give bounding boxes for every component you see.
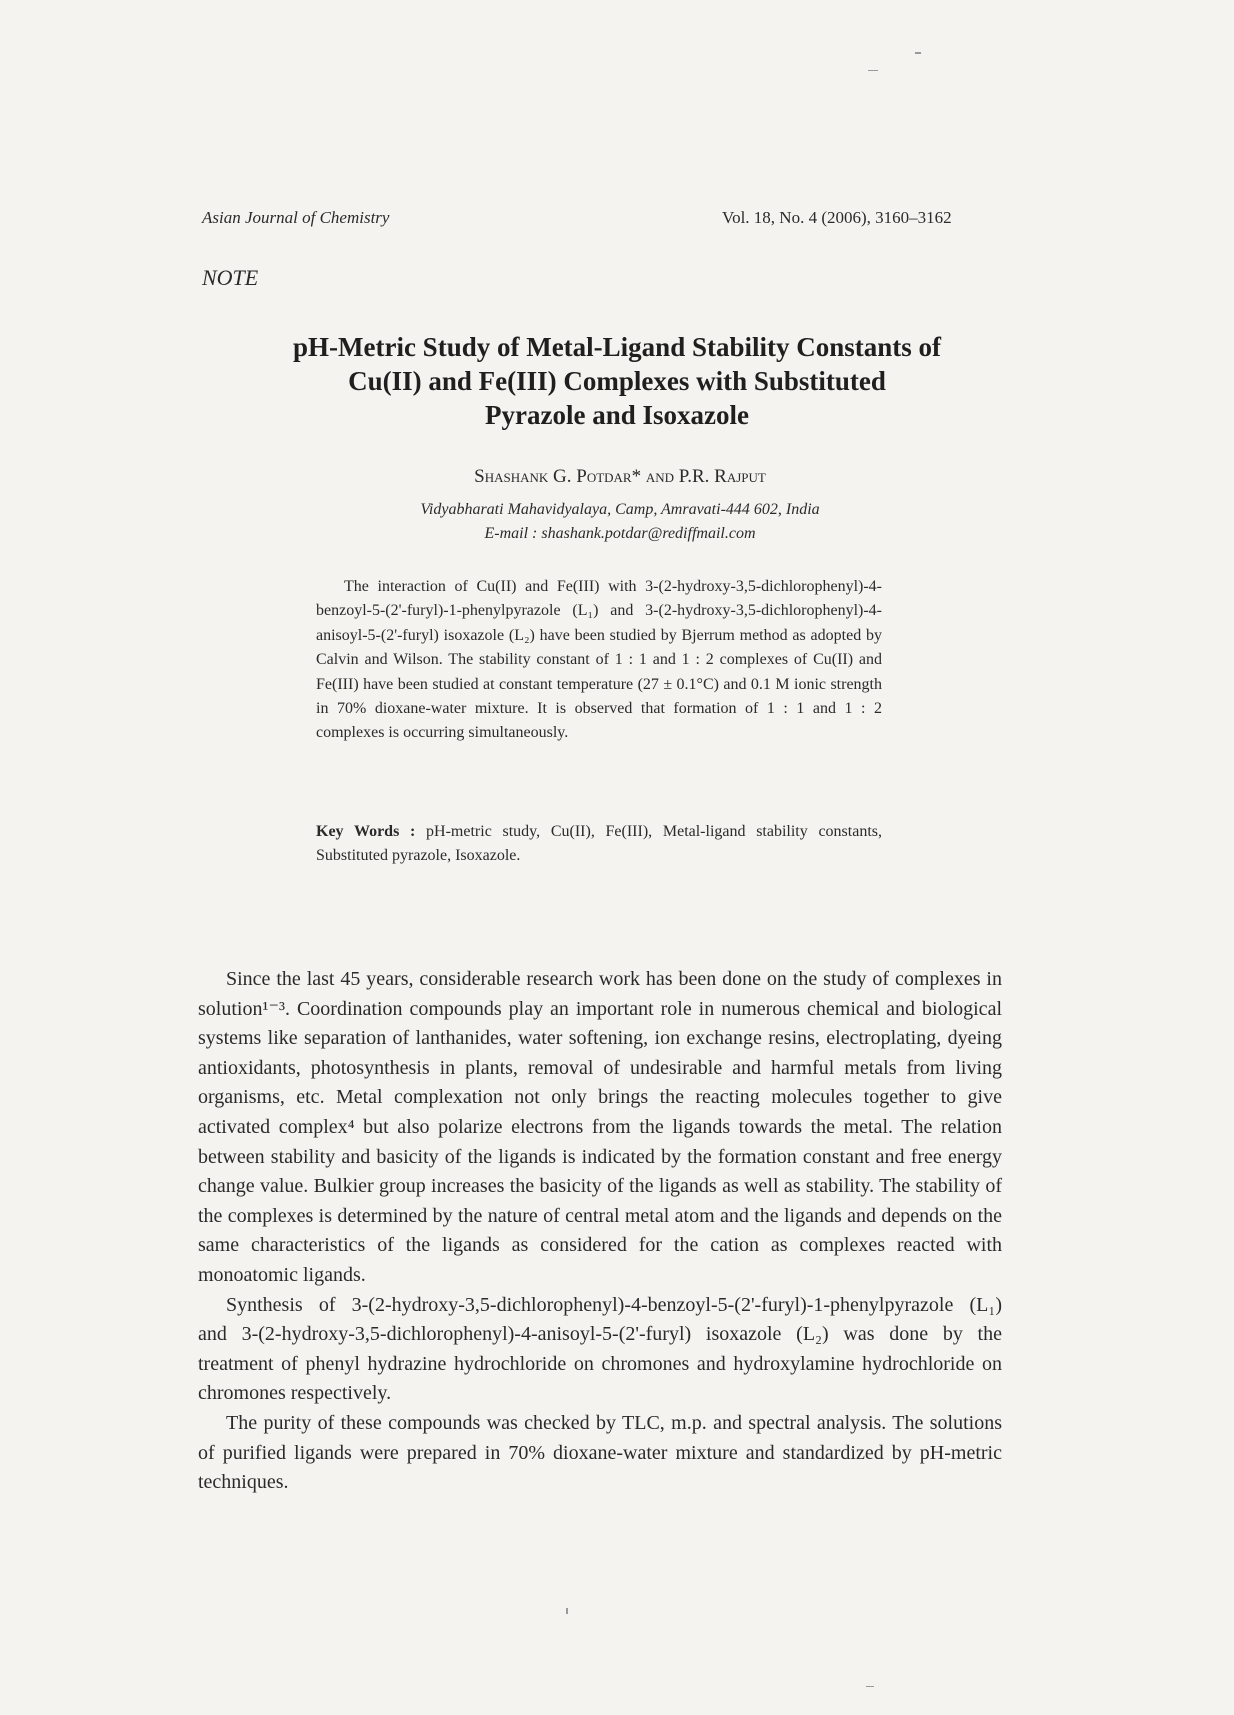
paper-title — [200, 330, 1034, 432]
scan-speck — [566, 1608, 568, 1614]
scan-speck — [915, 52, 921, 54]
abstract: The interaction of Cu(II) and Fe(III) with 3-(2-hydroxy-3,5-dichlorophenyl)-4-benzoyl-5-(2'-furyl)-1-phenylpyrazole (L₁) and 3-(2-hydroxy-3,5-dichlorophenyl)-4-anisoyl-5-(2'-furyl) isoxazole (L₂) have been studied by Bjerrum method as adopted by Calvin and Wilson. The stability constant of 1 : 1 and 1 : 2 complexes of Cu(II) and Fe(III) have been studied at constant temperature (27 ± 0.1°C) and 0.1 M ionic strength in 70% dioxane-water mixture. It is observed that formation of 1 : 1 and 1 : 2 complexes is occurring simultaneously. — [316, 578, 882, 742]
body-text — [198, 965, 1002, 1498]
keywords — [316, 820, 882, 868]
journal-name: Asian Journal of Chemistry — [202, 208, 390, 227]
volume-info: Vol. 18, No. 4 (2006), 3160–3162 — [722, 208, 952, 227]
section-label: NOTE — [202, 265, 259, 290]
title-line: Cu(II) and Fe(III) Complexes with Substituted — [348, 366, 886, 396]
email: E-mail : shashank.potdar@rediffmail.com — [484, 525, 756, 542]
authors: Shashank G. Potdar* and P.R. Rajput — [474, 466, 766, 487]
scan-speck — [866, 1686, 874, 1687]
affiliation-block — [260, 498, 980, 546]
title-line: pH-Metric Study of Metal-Ligand Stability Constants of — [293, 332, 941, 362]
body-paragraph: The purity of these compounds was checked by TLC, m.p. and spectral analysis. The solutions of purified ligands were prepared in 70% dioxane-water mixture and standardized by pH-metric techniques. — [198, 1411, 1002, 1494]
body-paragraph: Since the last 45 years, considerable research work has been done on the study of complexes in solution¹⁻³. Coordination compounds play an important role in numerous chemical and biological systems like separation of lanthanides, water softening, ion exchange resins, electroplating, dyeing antioxidants, photosynthesis in plants, removal of undesirable and harmful metals from living organisms, etc. Metal complexation not only brings the reacting molecules together to give activated complex⁴ but also polarize electrons from the ligands towards the metal. The relation between stability and basicity of the ligands is indicated by the formation constant and free energy change value. Bulkier group increases the basicity of the ligands as well as stability. The stability of the complexes is determined by the nature of central metal atom and the ligands and depends on the same characteristics of the ligands as considered for the cation as complexes reacted with monoatomic ligands. — [198, 968, 1002, 1286]
keywords-text: pH-metric study, Cu(II), Fe(III), Metal-ligand stability constants, Substituted pyrazole, Isoxazole. — [316, 823, 883, 864]
affiliation: Vidyabharati Mahavidyalaya, Camp, Amravati-444 602, India — [420, 501, 820, 518]
keywords-label: Key Words : — [316, 823, 416, 840]
scan-speck — [868, 70, 878, 71]
body-paragraph: Synthesis of 3-(2-hydroxy-3,5-dichlorophenyl)-4-benzoyl-5-(2'-furyl)-1-phenylpyrazole (L₁) and 3-(2-hydroxy-3,5-dichlorophenyl)-4-anisoyl-5-(2'-furyl) isoxazole (L₂) was done by the treatment of phenyl hydrazine hydrochloride on chromones and hydroxylamine hydrochloride on chromones respectively. — [198, 1293, 1002, 1405]
title-line: Pyrazole and Isoxazole — [485, 400, 749, 430]
